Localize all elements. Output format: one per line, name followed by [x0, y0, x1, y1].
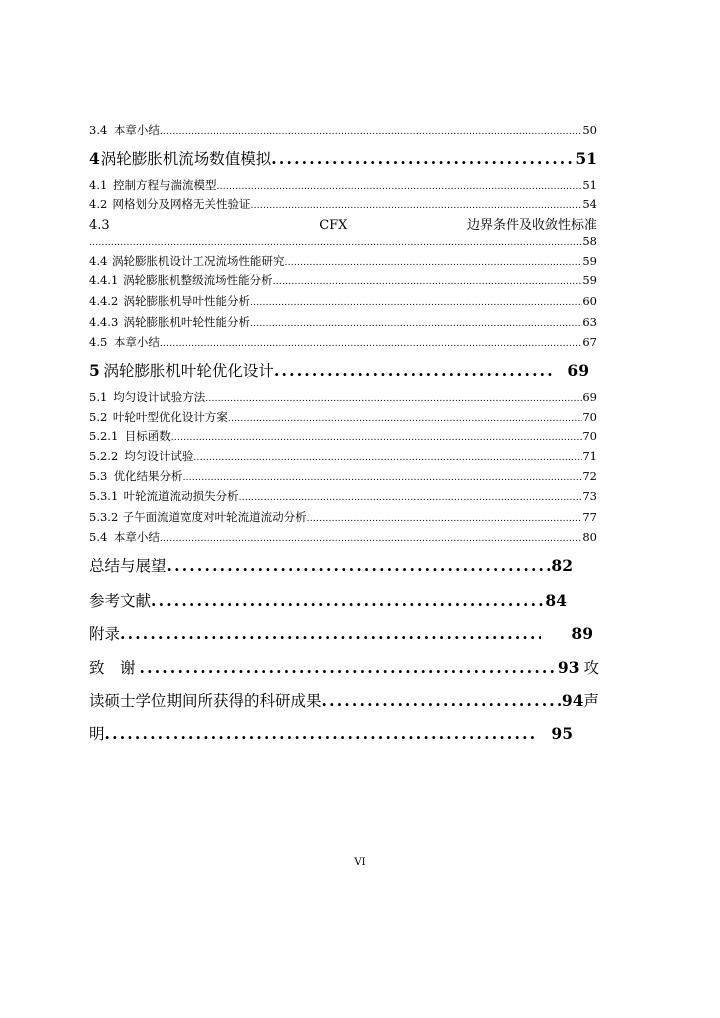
toc-entry-page: 72	[582, 469, 597, 483]
dot-leader	[160, 530, 582, 544]
toc-entry-justified[interactable]	[89, 214, 597, 233]
toc-entry-number: 5.3.1	[89, 489, 119, 503]
dot-leader	[120, 624, 541, 643]
toc-entry[interactable]	[89, 122, 597, 138]
toc-entry-title: 控制方程与湍流模型	[113, 178, 217, 192]
dot-leader	[183, 469, 583, 483]
toc-entry-title: 涡轮膨胀机导叶性能分析	[123, 294, 250, 308]
toc-entry-number: 5.1	[89, 390, 108, 404]
toc-entry[interactable]	[89, 468, 597, 484]
dot-leader	[307, 510, 583, 524]
toc-entry-title: 读硕士学位期间所获得的科研成果	[89, 692, 322, 710]
dot-leader	[250, 315, 582, 329]
toc-entry-page: 51	[575, 149, 597, 168]
toc-entry-title: 总结与展望	[89, 557, 167, 575]
dot-leader	[284, 254, 582, 268]
toc-entry-page: 84	[545, 591, 567, 610]
toc-entry-title: 目标函数	[124, 429, 171, 443]
dot-leader	[228, 410, 583, 424]
dot-leader	[217, 178, 583, 192]
toc-entry-title: 涡轮膨胀机叶轮优化设计	[103, 362, 274, 380]
toc-entry-page: 54	[582, 197, 597, 211]
dot-leader	[250, 294, 582, 308]
dot-leader	[273, 273, 583, 287]
toc-entry-page: 73	[582, 489, 597, 503]
toc-entry-page: 59	[582, 273, 597, 287]
toc-chapter[interactable]	[89, 147, 597, 169]
toc-entry-title: 叶轮叶型优化设计方案	[112, 410, 228, 424]
toc-entry-page: 77	[582, 510, 597, 524]
toc-entry-title: 本章小结	[113, 335, 160, 349]
toc-entry[interactable]	[89, 409, 597, 425]
toc-entry-title: 本章小结	[113, 123, 160, 137]
dot-leader	[271, 149, 575, 168]
toc-entry-title: 本章小结	[113, 530, 160, 544]
toc-entry-number: 4.4.1	[89, 273, 119, 287]
toc-entry-title: 叶轮流道流动损失分析	[123, 489, 239, 503]
toc-chapter[interactable]	[89, 359, 589, 381]
toc-entry-number: 4.4	[89, 254, 108, 268]
toc-back-matter[interactable]	[89, 656, 599, 678]
toc-entry-title: 均匀设计试验方法	[113, 390, 206, 404]
toc-entry-page: 58	[582, 234, 597, 248]
toc-entry-number: 4.5	[89, 335, 108, 349]
dot-leader	[160, 123, 582, 137]
toc-entry[interactable]	[89, 488, 597, 504]
toc-back-matter[interactable]	[89, 589, 567, 611]
toc-entry-page: 93	[557, 658, 580, 677]
toc-entry-page: 82	[551, 556, 573, 575]
toc-entry[interactable]	[89, 196, 597, 212]
dot-leader	[193, 449, 582, 463]
toc-entry-page: 95	[551, 724, 573, 743]
toc-entry-title: 涡轮膨胀机整级流场性能分析	[123, 273, 273, 287]
toc-entry-number: 4.4.2	[89, 294, 119, 308]
toc-entry[interactable]	[89, 389, 597, 405]
toc-entry[interactable]	[89, 428, 597, 444]
toc-entry-number: 5.2	[89, 410, 108, 424]
dot-leader	[251, 197, 583, 211]
toc-entry-title: 参考文献	[89, 592, 152, 610]
dot-leader	[205, 390, 582, 404]
toc-entry-number: 4	[89, 149, 100, 168]
dot-leader	[322, 691, 562, 710]
toc-entry-number: 5	[89, 361, 100, 380]
toc-entry-title: 边界条件及收敛性标准	[466, 218, 597, 233]
toc-entry-page: 69	[567, 361, 589, 380]
toc-wrap-char: 声	[583, 692, 599, 710]
toc-entry-number: 4.4.3	[89, 315, 119, 329]
toc-entry[interactable]	[89, 293, 597, 309]
toc-entry-page: 59	[582, 254, 597, 268]
toc-entry-page: 70	[582, 429, 597, 443]
toc-entry[interactable]	[89, 272, 597, 288]
toc-entry[interactable]	[89, 509, 597, 525]
toc-entry-page: 94	[561, 691, 584, 710]
dot-leader	[105, 724, 536, 743]
toc-entry-title-prefix: CFX	[319, 218, 348, 233]
toc-entry[interactable]	[89, 529, 597, 545]
toc-back-matter[interactable]	[89, 622, 593, 644]
toc-entry-title: 子午面流道宽度对叶轮流道流动分析	[122, 510, 307, 524]
toc-entry[interactable]	[89, 334, 597, 350]
toc-entry-title: 网格划分及网格无关性验证	[112, 197, 251, 211]
toc-entry-page: 50	[582, 123, 597, 137]
toc-entry-title: 致 谢	[89, 659, 136, 677]
toc-entry-number: 5.3	[89, 469, 108, 483]
toc-entry-page: 63	[582, 315, 597, 329]
toc-entry-title: 均匀设计试验	[124, 449, 194, 463]
toc-entry-title: 涡轮膨胀机设计工况流场性能研究	[111, 254, 285, 268]
toc-entry-number: 3.4	[89, 123, 108, 137]
dot-leader	[274, 361, 555, 380]
toc-entry[interactable]	[89, 448, 597, 464]
toc-entry[interactable]	[89, 314, 597, 330]
toc-back-matter[interactable]	[89, 554, 573, 576]
toc-entry-page: 71	[582, 449, 597, 463]
toc-entry-page: 69	[582, 390, 597, 404]
toc-wrap-char: 攻	[583, 659, 599, 677]
toc-entry-number: 5.3.2	[89, 510, 119, 524]
page-number-footer: VI	[354, 857, 366, 868]
toc-entry-title: 涡轮膨胀机流场数值模拟	[100, 150, 272, 168]
toc-entry[interactable]	[89, 177, 597, 193]
toc-entry-title: 附录	[89, 625, 121, 643]
toc-entry-number: 5.2.2	[89, 449, 119, 463]
toc-entry-page: 70	[582, 410, 597, 424]
toc-entry-number: 4.3	[89, 218, 110, 233]
toc-back-matter[interactable]	[89, 689, 599, 711]
toc-entry-number: 4.1	[89, 178, 108, 192]
toc-entry-page: 60	[582, 294, 597, 308]
toc-entry-continuation[interactable]	[89, 234, 597, 248]
toc-entry-title: 涡轮膨胀机叶轮性能分析	[123, 315, 250, 329]
dot-leader	[140, 658, 554, 677]
dot-leader	[167, 556, 552, 575]
toc-back-matter[interactable]	[89, 722, 573, 744]
toc-entry[interactable]	[89, 253, 597, 269]
dot-leader	[89, 234, 582, 248]
toc-entry-page: 67	[582, 335, 597, 349]
dot-leader	[171, 429, 583, 443]
toc-entry-page: 51	[582, 178, 597, 192]
toc-entry-title: 优化结果分析	[113, 469, 183, 483]
toc-entry-number: 5.2.1	[89, 429, 119, 443]
toc-entry-title: 明	[89, 725, 105, 743]
toc-entry-page: 89	[571, 624, 593, 643]
dot-leader	[239, 489, 583, 503]
toc-entry-page: 80	[582, 530, 597, 544]
toc-entry-number: 5.4	[89, 530, 108, 544]
dot-leader	[160, 335, 582, 349]
toc-entry-number: 4.2	[89, 197, 108, 211]
dot-leader	[151, 591, 545, 610]
